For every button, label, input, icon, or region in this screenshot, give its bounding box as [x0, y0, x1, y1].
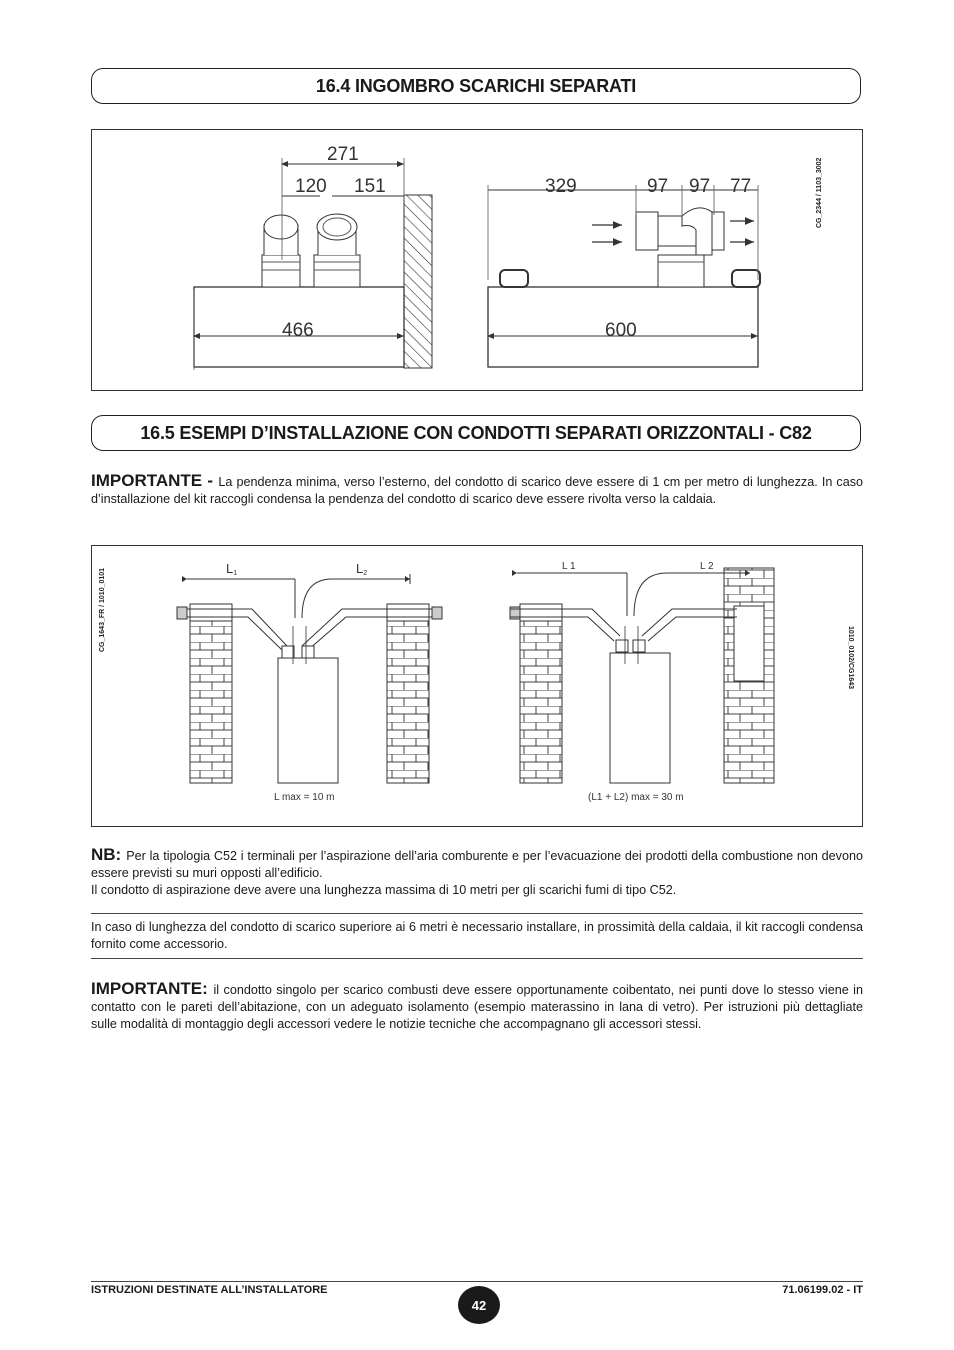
footer-rule — [91, 1281, 863, 1282]
figure-dimensions — [91, 129, 863, 391]
importante-text: La pendenza minima, verso l’esterno, del condotto di scarico deve essere di 1 cm per metro di lunghezza. In caso d’installazione del kit raccogli condensa la pendenza del condotto di scarico deve essere rivolta verso la caldaia. — [91, 475, 864, 506]
left-caption: L max = 10 m — [274, 792, 335, 803]
importante-paragraph-2 — [91, 980, 863, 1033]
divider-1 — [91, 913, 863, 914]
nb-text-2: Il condotto di aspirazione deve avere una lunghezza massima di 10 metri per gli scarichi fumi di tipo C52. — [91, 883, 677, 897]
section-title-16-4: 16.4 INGOMBRO SCARICHI SEPARATI — [91, 68, 861, 104]
nb-text: Per la tipologia C52 i terminali per l’aspirazione dell’aria comburente e per l’evacuazione dei prodotti della combustione non devono essere previsti su muri opposti all’edificio. — [91, 849, 863, 880]
figure-2-code-right: 1010_0102/CG1643 — [847, 626, 854, 690]
note-condensa: In caso di lunghezza del condotto di scarico superiore ai 6 metri è necessario installare, in prossimità della caldaia, il kit raccogli condensa fornito come accessorio. — [91, 920, 863, 951]
installation-drawing — [92, 546, 864, 828]
left-label-l1: L1 — [226, 561, 238, 577]
section-title-16-5: 16.5 ESEMPI D’INSTALLAZIONE CON CONDOTTI SEPARATI ORIZZONTALI - C82 — [91, 415, 861, 451]
importante-lead: IMPORTANTE - — [91, 471, 219, 490]
dim-120: 120 — [295, 176, 327, 197]
right-caption: (L1 + L2) max = 30 m — [588, 792, 684, 803]
dim-97-a: 97 — [647, 176, 669, 197]
dim-271: 271 — [327, 144, 359, 165]
divider-2 — [91, 958, 863, 959]
importante-paragraph-1 — [91, 472, 863, 508]
importante-2-text: il condotto singolo per scarico combusti deve essere opportunamente coibentato, nei punti dove lo stesso viene in contatto con le pareti dell’abitazione, con un adeguato isolamento (esempio materassino in lana di vetro). Per istruzioni più dettagliate sulle modalità di montaggio degli accessori vedere le notizie tecniche che accompagnano gli accessori stessi. — [91, 983, 863, 1031]
figure-2-code-left: CG_1643_FR / 1010_0101 — [99, 567, 106, 652]
dim-151: 151 — [354, 176, 386, 197]
figure-code: CG_2344 / 1103_3002 — [816, 157, 823, 228]
scene-left — [177, 561, 442, 803]
footer-right-text: 71.06199.02 - IT — [782, 1284, 863, 1296]
scene-right — [510, 561, 774, 803]
dim-466: 466 — [282, 320, 314, 341]
dim-600: 600 — [605, 320, 637, 341]
dim-97-b: 97 — [689, 176, 711, 197]
boiler-right — [488, 176, 760, 367]
boiler-left — [194, 144, 432, 370]
footer-left-text: ISTRUZIONI DESTINATE ALL’INSTALLATORE — [91, 1284, 328, 1296]
left-label-l2: L2 — [356, 561, 368, 577]
page-number-badge: 42 — [458, 1286, 500, 1324]
figure-installation — [91, 545, 863, 827]
dim-329: 329 — [545, 176, 577, 197]
dimensions-drawing — [92, 130, 864, 392]
dim-77: 77 — [730, 176, 752, 197]
nb-lead: NB: — [91, 845, 127, 864]
nb-paragraph — [91, 846, 863, 899]
right-label-l1: L 1 — [562, 561, 576, 572]
right-label-l2: L 2 — [700, 561, 714, 572]
importante-2-lead: IMPORTANTE: — [91, 979, 214, 998]
